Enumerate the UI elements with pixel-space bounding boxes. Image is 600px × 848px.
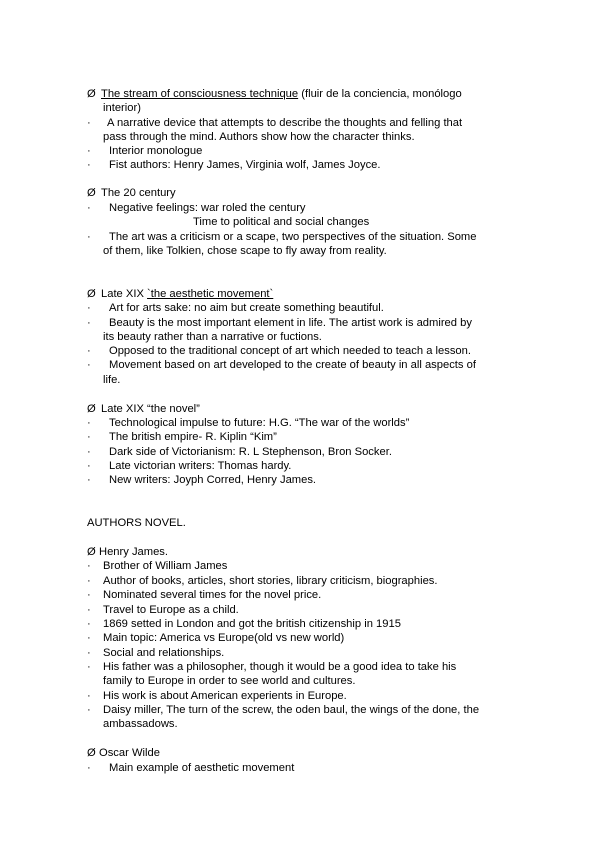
bullet-text: Social and relationships.: [103, 647, 225, 659]
heading-underlined: The stream of consciousness technique: [101, 88, 299, 100]
bullet-marker: ·: [87, 446, 91, 458]
bullet-text: Nominated several times for the novel price.: [103, 589, 322, 601]
bullet-text: 1869 setted in London and got the british citizenship in 1915: [103, 618, 401, 630]
bullet-text-cont: ambassadows.: [103, 718, 178, 730]
bullet-text: Art for arts sake: no aim but create something beautiful.: [109, 302, 384, 314]
bullet-text: The art was a criticism or a scape, two perspectives of the situation. Some: [109, 231, 477, 243]
section-heading: [101, 87, 462, 101]
bullet-marker: ·: [87, 231, 91, 243]
bullet-text: A narrative device that attempts to describe the thoughts and felling that: [107, 117, 463, 129]
bullet-text: Daisy miller, The turn of the screw, the oden baul, the wings of the done, the: [103, 704, 480, 716]
heading-marker: Ø: [87, 546, 96, 558]
section-heading: Oscar Wilde: [99, 747, 160, 759]
bullet-marker: ·: [87, 145, 91, 157]
heading-rest: (fluir de la conciencia, monólogo: [298, 88, 462, 100]
section-heading: Henry James.: [99, 546, 169, 558]
bullet-text-cont: pass through the mind. Authors show how the character thinks.: [103, 131, 415, 143]
bullet-marker: ·: [87, 431, 91, 443]
bullet-marker: ·: [87, 589, 91, 601]
bullet-marker: ·: [87, 317, 91, 329]
bullet-text: Author of books, articles, short stories, library criticism, biographies.: [103, 575, 438, 587]
heading-underlined: `the aesthetic movement`: [147, 288, 274, 300]
bullet-marker: ·: [87, 417, 91, 429]
bullet-text: Beauty is the most important element in life. The artist work is admired by: [109, 317, 472, 329]
bullet-text: Interior monologue: [109, 145, 203, 157]
bullet-text: The british empire- R. Kiplin “Kim”: [109, 431, 277, 443]
bullet-text: Negative feelings: war roled the century: [109, 202, 306, 214]
bullet-text-cont: life.: [103, 374, 121, 386]
bullet-marker: ·: [87, 690, 91, 702]
heading-marker: Ø: [87, 187, 96, 199]
bullet-text: Main example of aesthetic movement: [109, 762, 295, 774]
bullet-text-cont: of them, like Tolkien, chose scape to fly away from reality.: [103, 245, 387, 257]
bullet-marker: ·: [87, 159, 91, 171]
bullet-text: Opposed to the traditional concept of art which needed to teach a lesson.: [109, 345, 471, 357]
bullet-marker: ·: [87, 575, 91, 587]
bullet-marker: ·: [87, 302, 91, 314]
bullet-marker: ·: [87, 117, 91, 129]
heading-prefix: Late XIX: [101, 288, 148, 300]
bullet-text: Fist authors: Henry James, Virginia wolf, James Joyce.: [109, 159, 381, 171]
bullet-text-cont: Time to political and social changes: [193, 216, 370, 228]
section-heading: Late XIX “the novel”: [101, 403, 200, 415]
bullet-marker: ·: [87, 618, 91, 630]
bullet-text: His work is about American experients in Europe.: [103, 690, 347, 702]
heading-marker: Ø: [87, 403, 96, 415]
bullet-marker: ·: [87, 762, 91, 774]
bullet-marker: ·: [87, 202, 91, 214]
bullet-text: Dark side of Victorianism: R. L Stephenson, Bron Socker.: [109, 446, 392, 458]
bullet-marker: ·: [87, 460, 91, 472]
section-heading: [101, 287, 273, 301]
authors-title: AUTHORS NOVEL.: [87, 517, 186, 529]
heading-marker: Ø: [87, 288, 96, 300]
bullet-marker: ·: [87, 560, 91, 572]
bullet-marker: ·: [87, 474, 91, 486]
heading-continuation: interior): [103, 102, 141, 114]
bullet-marker: ·: [87, 647, 91, 659]
bullet-marker: ·: [87, 604, 91, 616]
bullet-text: His father was a philosopher, though it would be a good idea to take his: [103, 661, 457, 673]
heading-marker: Ø: [87, 88, 96, 100]
bullet-text: Travel to Europe as a child.: [103, 604, 239, 616]
bullet-marker: ·: [87, 704, 91, 716]
bullet-text: Technological impulse to future: H.G. “The war of the worlds”: [109, 417, 410, 429]
bullet-marker: ·: [87, 345, 91, 357]
bullet-text-cont: its beauty rather than a narrative or fuctions.: [103, 331, 322, 343]
bullet-text: Main topic: America vs Europe(old vs new world): [103, 632, 345, 644]
section-heading: The 20 century: [101, 187, 176, 199]
bullet-text-cont: family to Europe in order to see world and cultures.: [103, 675, 356, 687]
heading-marker: Ø: [87, 747, 96, 759]
bullet-marker: ·: [87, 632, 91, 644]
bullet-text: Late victorian writers: Thomas hardy.: [109, 460, 292, 472]
bullet-text: Movement based on art developed to the create of beauty in all aspects of: [109, 359, 476, 371]
bullet-marker: ·: [87, 661, 91, 673]
bullet-marker: ·: [87, 359, 91, 371]
bullet-text: Brother of William James: [103, 560, 228, 572]
bullet-text: New writers: Joyph Corred, Henry James.: [109, 474, 317, 486]
